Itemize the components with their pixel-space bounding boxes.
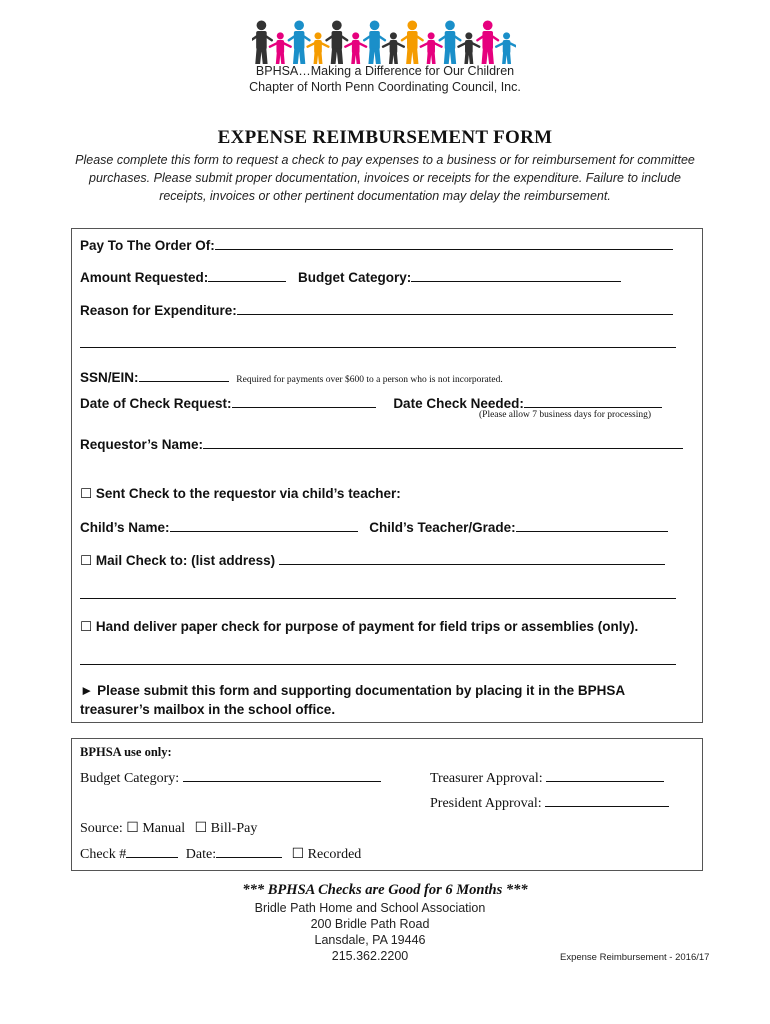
treasurer-row <box>430 769 664 787</box>
amount-row <box>80 268 621 285</box>
billpay-label: Bill-Pay <box>210 821 258 836</box>
check-number-field[interactable] <box>126 845 178 858</box>
president-label: President Approval: <box>430 796 542 811</box>
person-figure <box>458 32 479 64</box>
street-address: 200 Bridle Path Road <box>310 917 430 931</box>
reason-label: Reason for Expenditure: <box>80 303 237 318</box>
person-figure <box>383 32 404 64</box>
office-budget-field[interactable] <box>183 769 381 782</box>
person-figure <box>289 20 310 64</box>
budget-category-label: Budget Category: <box>298 270 412 285</box>
child-name-field[interactable] <box>170 518 358 532</box>
checks-valid-note: *** BPHSA Checks are Good for 6 Months *** <box>242 882 528 898</box>
manual-label: Manual <box>142 821 186 836</box>
date-request-field[interactable] <box>232 394 376 408</box>
office-date-field[interactable] <box>216 845 282 858</box>
arrow-icon: ► <box>80 683 94 698</box>
ssn-note: Required for payments over $600 to a person who is not incorporated. <box>236 375 503 385</box>
check-row <box>80 845 361 863</box>
date-needed-label: Date Check Needed: <box>393 396 524 411</box>
child-teacher-field[interactable] <box>516 518 668 532</box>
treasurer-label: Treasurer Approval: <box>430 771 543 786</box>
person-figure <box>402 20 423 64</box>
budget-category-field[interactable] <box>411 268 621 282</box>
office-budget-label: Budget Category: <box>80 771 180 786</box>
form-instructions: Please complete this form to request a check to pay expenses to a business or for reimbursement for committee purchases. Please submit proper documentation, invoices or receipts for the expenditure. Failure to include receipts, invoices or other pertinent documentation may delay the reimbursement. <box>75 153 695 203</box>
person-figure <box>364 20 385 64</box>
hand-deliver-line-row <box>80 651 676 668</box>
mail-address-field[interactable] <box>279 551 665 565</box>
submit-note-line-1 <box>80 683 625 698</box>
billpay-checkbox[interactable]: ☐ <box>194 821 208 836</box>
form-version: Expense Reimbursement - 2016/17 <box>560 952 710 963</box>
sent-check-row <box>80 486 401 502</box>
reason-field[interactable] <box>237 301 673 315</box>
pay-to-field[interactable] <box>215 236 673 250</box>
pay-to-row <box>80 236 673 253</box>
person-figure <box>477 20 498 64</box>
child-teacher-label: Child’s Teacher/Grade: <box>369 520 516 535</box>
source-label: Source: <box>80 821 123 836</box>
form-title: EXPENSE REIMBURSEMENT FORM <box>217 127 553 148</box>
tagline: BPHSA…Making a Difference for Our Children <box>255 64 515 78</box>
date-needed-field[interactable] <box>524 394 662 408</box>
requestor-label: Requestor’s Name: <box>80 437 204 452</box>
office-use-heading: BPHSA use only: <box>80 745 172 759</box>
requestor-row <box>80 435 683 452</box>
amount-field[interactable] <box>208 268 286 282</box>
treasurer-field[interactable] <box>546 769 664 782</box>
date-note: (Please allow 7 business days for processing) <box>479 410 652 420</box>
pay-to-label: Pay To The Order Of: <box>80 238 215 253</box>
submit-note-text-1: Please submit this form and supporting documentation by placing it in the BPHSA <box>97 683 626 698</box>
hand-deliver-field[interactable] <box>80 651 676 665</box>
office-budget-row <box>80 769 381 787</box>
reason-field-2[interactable] <box>80 334 676 348</box>
person-figure <box>440 20 461 64</box>
reason-row <box>80 301 673 318</box>
recorded-label: Recorded <box>307 847 362 862</box>
person-figure <box>252 20 272 64</box>
hand-deliver-checkbox[interactable]: ☐ <box>80 619 93 634</box>
check-number-label: Check # <box>80 847 127 862</box>
city-address: Lansdale, PA 19446 <box>314 933 426 947</box>
person-figure <box>270 32 291 64</box>
family-logo <box>252 18 516 64</box>
ssn-row <box>80 368 503 385</box>
requestor-field[interactable] <box>203 435 683 449</box>
chapter-line: Chapter of North Penn Coordinating Council, Inc. <box>249 80 521 94</box>
manual-checkbox[interactable]: ☐ <box>126 821 139 836</box>
person-figure <box>326 20 347 64</box>
org-name: Bridle Path Home and School Association <box>254 901 486 915</box>
amount-label: Amount Requested: <box>80 270 209 285</box>
mail-check-checkbox[interactable]: ☐ <box>80 553 93 568</box>
source-row <box>80 820 257 837</box>
mail-check-row <box>80 551 665 569</box>
hand-deliver-row <box>80 619 638 635</box>
person-figure <box>421 32 442 64</box>
hand-deliver-label: Hand deliver paper check for purpose of payment for field trips or assemblies (only). <box>95 619 639 634</box>
person-figure <box>308 32 329 64</box>
person-figure <box>496 32 516 64</box>
submit-note-line-2: treasurer’s mailbox in the school office. <box>80 702 336 717</box>
person-figure <box>345 32 366 64</box>
ssn-label: SSN/EIN: <box>80 370 139 385</box>
date-request-label: Date of Check Request: <box>80 396 232 411</box>
phone-number: 215.362.2200 <box>331 949 409 963</box>
child-name-label: Child’s Name: <box>80 520 170 535</box>
sent-check-checkbox[interactable]: ☐ <box>80 486 93 501</box>
sent-check-label: Sent Check to the requestor via child’s teacher: <box>95 486 401 501</box>
office-date-label: Date: <box>185 847 217 862</box>
date-row <box>80 394 662 411</box>
president-row <box>430 794 669 812</box>
recorded-checkbox[interactable]: ☐ <box>291 847 305 862</box>
ssn-field[interactable] <box>139 368 229 382</box>
reason-row-2 <box>80 334 676 351</box>
president-field[interactable] <box>545 794 669 807</box>
mail-address-row-2 <box>80 585 676 602</box>
mail-check-label: Mail Check to: (list address) <box>95 553 276 568</box>
child-row <box>80 518 668 535</box>
mail-address-field-2[interactable] <box>80 585 676 599</box>
